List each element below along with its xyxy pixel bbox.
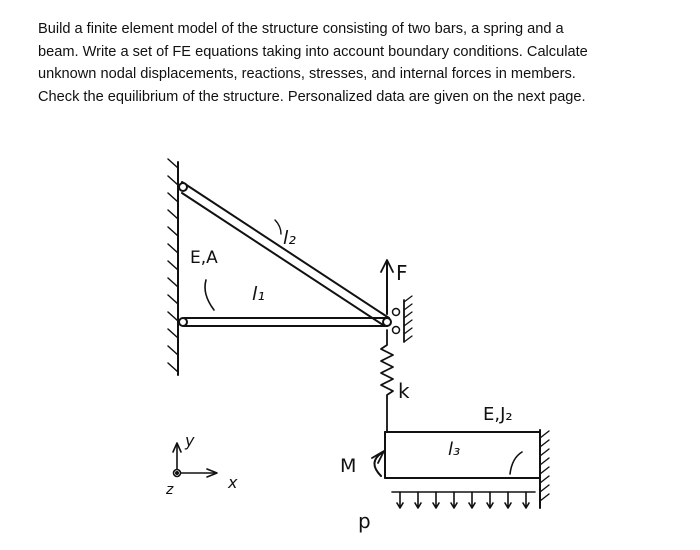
bar-property-label: E,A [190, 248, 218, 268]
clamped-support [540, 430, 549, 508]
axis-x-label: x [228, 473, 238, 492]
problem-line: Build a finite element model of the structure consisting of two bars, a spring and a [38, 21, 564, 37]
wall-support [168, 159, 178, 375]
force-label: F [396, 261, 408, 285]
bar2-length-label: l₂ [283, 227, 296, 249]
force-arrow [381, 260, 393, 314]
axis-z-label: z [166, 482, 174, 498]
bar2-length-leader [275, 220, 281, 234]
distributed-load [392, 492, 535, 508]
beam-property-label: E,J₂ [483, 404, 513, 425]
beam-length-label: l₃ [448, 439, 461, 460]
beam-property-leader [510, 452, 522, 474]
beam [385, 432, 540, 478]
moment-arrow [372, 451, 384, 476]
bar-property-leader [205, 280, 214, 310]
wall-hinge-bottom [179, 318, 187, 326]
bar1-length-label: l₁ [252, 283, 265, 305]
distributed-load-label: p [358, 509, 371, 533]
moment-label: M [340, 455, 357, 477]
spring [381, 330, 393, 432]
bar-1 [184, 318, 387, 326]
node-hinge [383, 318, 391, 326]
coordinate-axes [173, 443, 217, 477]
spring-label: k [398, 379, 410, 403]
roller-support [393, 296, 413, 342]
axis-y-label: y [185, 431, 195, 450]
wall-hinge-top [179, 183, 187, 191]
problem-line: Check the equilibrium of the structure. Personalized data are given on the next page. [38, 88, 586, 105]
problem-line: unknown nodal displacements, reactions, stresses, and internal forces in members. [38, 66, 576, 82]
problem-line: beam. Write a set of FE equations taking into account boundary conditions. Calculate [38, 43, 588, 60]
